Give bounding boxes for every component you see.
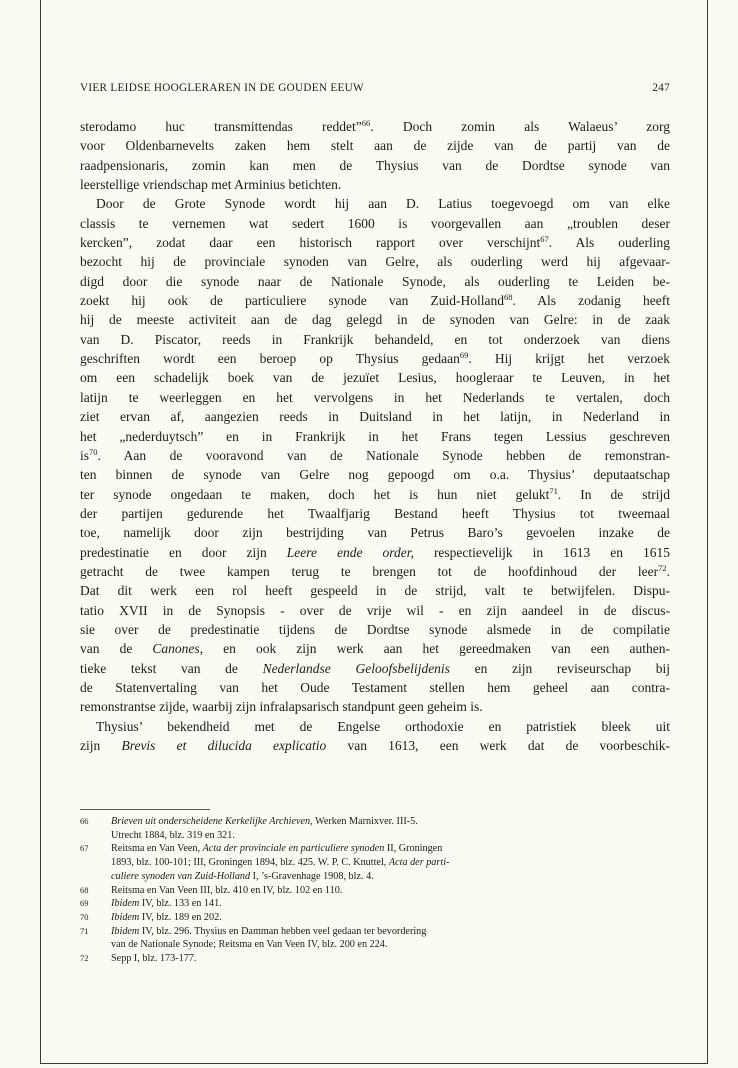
- text-span: .: [666, 563, 670, 579]
- footnote-line: [111, 925, 670, 939]
- text-line: toe, namelijk door zijn bestrijding van Petrus Baro’s gevoelen inzake de: [80, 525, 670, 541]
- footnote-rule: [80, 809, 210, 810]
- italic-title: Canones,: [152, 641, 204, 657]
- footnote-line: van de Nationale Synode; Reitsma en Van Veen IV, blz. 200 en 224.: [111, 939, 388, 951]
- text-line: ziet ervan af, aangezien reeds in Duitsland in het latijn, in Nederland in: [80, 409, 670, 425]
- text-span: . Hij krijgt het verzoek: [468, 351, 671, 367]
- text-line: der partijen gedurende het Twaalfjarig Bestand heeft Thysius tot tweemaal: [80, 505, 670, 521]
- running-title: VIER LEIDSE HOOGLERAREN IN DE GOUDEN EEUW: [80, 82, 364, 94]
- text-line: [80, 291, 670, 310]
- text-line: Dat dit werk een rol heeft gespeeld in de strijd, valt te betwijfelen. Dispu-: [80, 583, 670, 599]
- text-span: Werken Marnixver. III-5.: [312, 816, 418, 827]
- footnote-66: [80, 815, 670, 842]
- footnote-number: 71: [80, 925, 89, 936]
- footnote-ref: 69: [459, 350, 469, 361]
- footnote-ref: 66: [361, 118, 371, 128]
- footnote-number: 70: [80, 911, 89, 922]
- footnote-70: [80, 911, 670, 925]
- main-text: [80, 117, 670, 755]
- footnote-line: Sepp I, blz. 173-177.: [111, 953, 197, 965]
- footnote-ref: 70: [89, 446, 98, 457]
- footnote-68: [80, 884, 670, 898]
- text-span: zoekt hij ook de particuliere synode van Zuid-Holland: [80, 293, 505, 309]
- footnote-number: 72: [80, 953, 89, 964]
- text-line: [80, 446, 670, 465]
- text-span: I, ’s-Gravenhage 1908, blz. 4.: [250, 870, 374, 882]
- text-span: zijn: [80, 738, 122, 753]
- text-span: 1893, blz. 100-101; III, Groningen 1894, blz. 425. W. P. C. Knuttel,: [111, 857, 389, 869]
- italic-title: Nederlandse Geloofsbelijdenis: [262, 660, 450, 676]
- footnote-line: [111, 897, 670, 911]
- text-line: hij de meeste activiteit aan de dag gelegd in de synoden van Gelre: in de zaak: [80, 312, 670, 328]
- text-span: . Aan de vooravond van de Nationale Synode hebben de remonstran-: [97, 447, 670, 463]
- text-line: digd door die synode naar de Nationale Synode, als ouderling te Leiden be-: [80, 273, 670, 289]
- italic-title: Acta der parti-: [388, 857, 450, 869]
- italic-title: Brieven uit onderscheidene Kerkelijke Archieven,: [111, 816, 313, 827]
- italic-title: Brevis et dilucida explicatio: [121, 738, 327, 753]
- text-line: voor Oldenbarnevelts zaken hem stelt aan de zijde van de partij van de: [80, 138, 670, 154]
- text-line: [80, 562, 670, 581]
- footnote-line: [111, 870, 670, 884]
- italic-title: Ibidem: [111, 898, 140, 910]
- text-line: tatio XVII in de Synopsis - over de vrije wil - en zijn aandeel in de discus-: [80, 602, 670, 618]
- text-span: IV, blz. 189 en 202.: [139, 911, 222, 923]
- italic-title: culiere synoden van Zuid-Holland: [111, 870, 251, 882]
- footnote-72: [80, 952, 670, 966]
- text-span: getracht de twee kampen terug te brengen tot de hoofdinhoud der leer: [80, 563, 659, 579]
- text-line: het „nederduytsch” en in Frankrijk in het Frans tegen Lessius geschreven: [80, 428, 670, 444]
- text-span: kercken”, zodat daar een historisch rapport over verschijnt: [80, 235, 541, 251]
- footnote-71: [80, 925, 670, 952]
- running-header: [80, 82, 670, 100]
- footnote-line: [111, 856, 670, 870]
- text-span: . Doch zomin als Walaeus’ zorg: [370, 119, 670, 134]
- footnote-ref: 68: [504, 292, 513, 303]
- text-line: [80, 736, 670, 755]
- text-span: II, Groningen: [384, 843, 443, 855]
- footnote-67: [80, 842, 670, 883]
- text-line: [80, 233, 670, 252]
- text-line: [80, 639, 670, 658]
- text-line: [80, 349, 670, 368]
- footnote-ref: 67: [540, 234, 549, 245]
- text-span: respectievelijk in 1613 en 1615: [413, 544, 670, 560]
- text-line: om een schadelijk boek van de jezuïet Lesius, hoogleraar te Leuven, in het: [80, 370, 670, 386]
- text-span: Reitsma en Van Veen,: [111, 843, 203, 855]
- text-line: [80, 485, 670, 504]
- footnote-ref: 72: [658, 562, 667, 573]
- text-line: van D. Piscator, reeds in Frankrijk behandeld, en tot onderzoek van diens: [80, 331, 670, 347]
- text-line: bezocht hij de provinciale synoden van Gelre, als ouderling werd hij afgevaar-: [80, 254, 670, 270]
- text-line: leerstellige vriendschap met Arminius betichten.: [80, 177, 342, 193]
- footnote-69: [80, 897, 670, 911]
- text-span: . Als zodanig heeft: [512, 293, 670, 309]
- text-line: classis te vernemen wat sedert 1600 is voorgevallen aan „troublen deser: [80, 215, 670, 231]
- text-line: latijn te weerleggen en het vervolgens in het Nederlands te vertalen, doch: [80, 389, 670, 405]
- footnote-line: Utrecht 1884, blz. 319 en 321.: [111, 829, 235, 841]
- italic-title: Acta der provinciale en particuliere synoden: [202, 843, 385, 855]
- text-span: van de: [80, 641, 153, 657]
- text-line: ten binnen de synode van Gelre nog gepoogd om o.a. Thysius’ deputaatschap: [80, 467, 670, 483]
- text-span: sterodamo huc transmittendas reddet”: [80, 119, 362, 134]
- text-span: geschriften wordt een beroep op Thysius gedaan: [80, 351, 460, 367]
- text-span: predestinatie en door zijn: [80, 544, 287, 560]
- footnote-number: 69: [80, 898, 89, 909]
- text-line: [80, 659, 670, 678]
- footnote-number: 68: [80, 884, 89, 895]
- footnote-line: [111, 842, 670, 856]
- footnote-ref: 71: [549, 485, 558, 496]
- text-line: [80, 543, 670, 562]
- text-line: Door de Grote Synode wordt hij aan D. Latius toegevoegd om van elke: [96, 196, 670, 212]
- italic-title: Ibidem: [111, 911, 140, 923]
- text-span: en zijn reviseurschap bij: [449, 660, 670, 676]
- text-line: [80, 117, 670, 136]
- text-span: IV, blz. 133 en 141.: [139, 898, 222, 910]
- footnote-line: Reitsma en Van Veen III, blz. 410 en IV, blz. 102 en 110.: [111, 884, 343, 896]
- footnote-line: [111, 815, 670, 829]
- text-span: . In de strijd: [557, 486, 670, 502]
- text-span: en ook zijn werk aan het gereedmaken van een authen-: [203, 641, 670, 657]
- text-span: . Als ouderling: [548, 235, 671, 251]
- page-number: 247: [652, 82, 670, 94]
- text-span: is: [80, 447, 90, 463]
- text-span: tieke tekst van de: [80, 660, 263, 676]
- footnotes: [80, 815, 670, 966]
- footnote-line: [111, 911, 670, 925]
- text-line: sie over de predestinatie tijdens de Dordtse synode alsmede in de compilatie: [80, 621, 670, 637]
- footnote-number: 67: [80, 843, 89, 854]
- text-span: ter synode ongedaan te maken, doch het is hun niet gelukt: [80, 486, 550, 502]
- footnote-number: 66: [80, 816, 89, 826]
- text-span: IV, blz. 296. Thysius en Damman hebben veel gedaan ter bevordering: [139, 925, 427, 937]
- text-line: remonstrantse zijde, waarbij zijn infralapsarisch standpunt geen geheim is.: [80, 699, 483, 715]
- text-line: raadpensionaris, zomin kan men de Thysius van de Dordtse synode van: [80, 157, 670, 173]
- text-span: van 1613, een werk dat de voorbeschik-: [326, 738, 670, 753]
- italic-title: Ibidem: [111, 925, 140, 937]
- italic-title: Leere ende order,: [286, 544, 414, 560]
- text-line: de Statenvertaling van het Oude Testament stellen hem geheel aan contra-: [80, 679, 670, 695]
- text-line: Thysius’ bekendheid met de Engelse orthodoxie en patristiek bleek uit: [96, 718, 670, 734]
